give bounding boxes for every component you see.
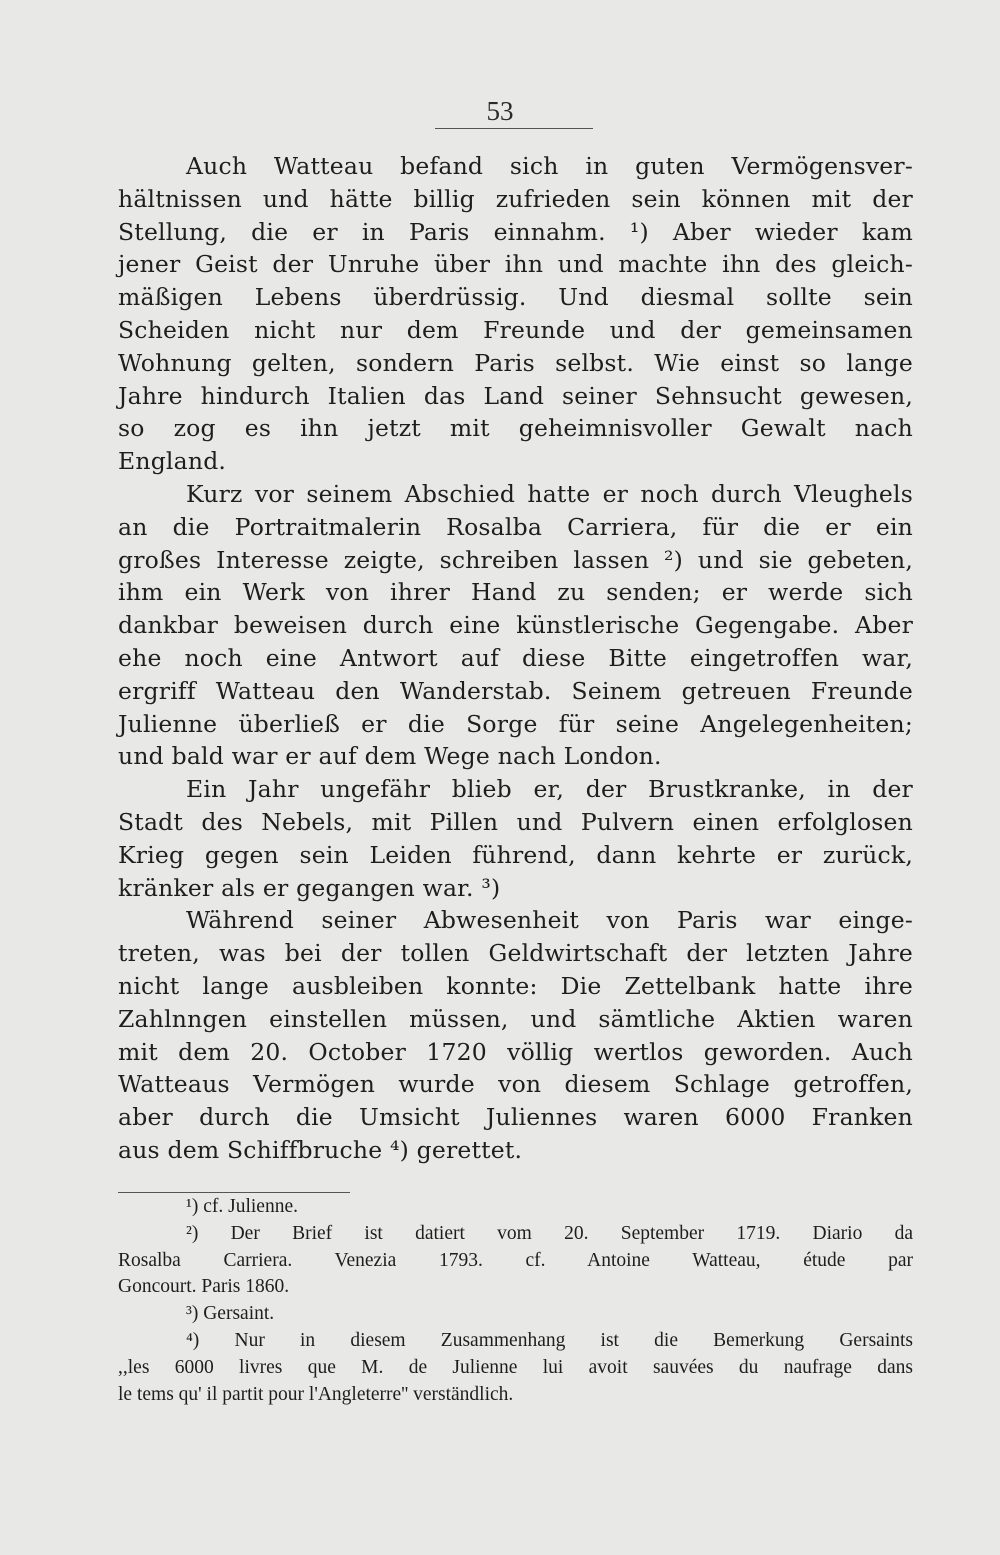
footnote-line: ,,les 6000 livres que M. de Julienne lui avoit sauvées du naufrage dans [118, 1356, 913, 1378]
text-line: Kurz vor seinem Abschied hatte er noch durch Vleughels [186, 479, 913, 508]
text-line: Scheiden nicht nur dem Freunde und der gemeinsamen [118, 315, 913, 344]
footnote-line: le tems qu' il partit pour l'Angleterre'' verständlich. [118, 1383, 514, 1405]
text-line: Wohnung gelten, sondern Paris selbst. Wie einst so lange [118, 348, 913, 377]
header-rule [435, 128, 593, 129]
text-line: aus dem Schiffbruche ⁴) gerettet. [118, 1135, 523, 1164]
text-line: dankbar beweisen durch eine künstlerische Gegengabe. Aber [118, 611, 913, 640]
text-line: mit dem 20. October 1720 völlig wertlos geworden. Auch [118, 1037, 913, 1066]
text-line: so zog es ihn jetzt mit geheimnisvoller Gewalt nach [118, 414, 913, 443]
text-line: ergriff Watteau den Wanderstab. Seinem getreuen Freunde [118, 676, 913, 705]
footnote-line: ³) Gersaint. [186, 1303, 275, 1325]
footnote-line: ¹) cf. Julienne. [186, 1196, 298, 1217]
text-line: nicht lange ausbleiben konnte: Die Zettelbank hatte ihre [118, 971, 913, 1000]
text-line: Julienne überließ er die Sorge für seine Angelegenheiten; [118, 709, 913, 738]
text-line: und bald war er auf dem Wege nach London. [118, 742, 662, 771]
text-line: ihm ein Werk von ihrer Hand zu senden; er werde sich [118, 578, 913, 607]
text-line: mäßigen Lebens überdrüssig. Und diesmal sollte sein [118, 283, 913, 312]
footnotes [118, 1194, 913, 1408]
text-line: Jahre hindurch Italien das Land seiner Sehnsucht gewesen, [118, 381, 913, 410]
text-line: ehe noch eine Antwort auf diese Bitte eingetroffen war, [118, 643, 913, 672]
text-line: kränker als er gegangen war. ³) [118, 873, 501, 902]
text-line: Krieg gegen sein Leiden führend, dann kehrte er zurück, [118, 840, 913, 869]
text-line: Zahlnngen einstellen müssen, und sämtliche Aktien waren [118, 1004, 913, 1033]
text-line: Ein Jahr ungefähr blieb er, der Brustkranke, in der [186, 775, 913, 804]
text-line: an die Portraitmalerin Rosalba Carriera, für die er ein [118, 512, 913, 541]
text-line: Während seiner Abwesenheit von Paris war einge- [186, 906, 913, 935]
body-text [118, 150, 913, 1167]
text-line: treten, was bei der tollen Geldwirtschaft der letzten Jahre [118, 939, 913, 968]
text-line: Stellung, die er in Paris einnahm. ¹) Aber wieder kam [118, 217, 913, 246]
text-line: Stadt des Nebels, mit Pillen und Pulvern einen erfolglosen [118, 807, 913, 836]
page-number: 53 [486, 96, 514, 126]
text-line: großes Interesse zeigte, schreiben lassen ²) und sie gebeten, [118, 545, 913, 574]
text-line: Watteaus Vermögen wurde von diesem Schlage getroffen, [118, 1070, 913, 1099]
footnote-line: ²) Der Brief ist datiert vom 20. September 1719. Diario da [186, 1222, 913, 1244]
text-line: jener Geist der Unruhe über ihn und machte ihn des gleich- [118, 250, 913, 279]
text-line: aber durch die Umsicht Juliennes waren 6000 Franken [118, 1103, 913, 1132]
text-line: Auch Watteau befand sich in guten Vermögensver- [186, 152, 913, 180]
footnote-line: Goncourt. Paris 1860. [118, 1276, 290, 1298]
text-line: England. [118, 447, 227, 476]
footnote-line: Rosalba Carriera. Venezia 1793. cf. Antoine Watteau, étude par [118, 1249, 913, 1271]
footnote-rule [118, 1192, 350, 1193]
text-line: hältnissen und hätte billig zufrieden sein können mit der [118, 184, 913, 213]
footnote-line: ⁴) Nur in diesem Zusammenhang ist die Bemerkung Gersaints [186, 1329, 913, 1351]
